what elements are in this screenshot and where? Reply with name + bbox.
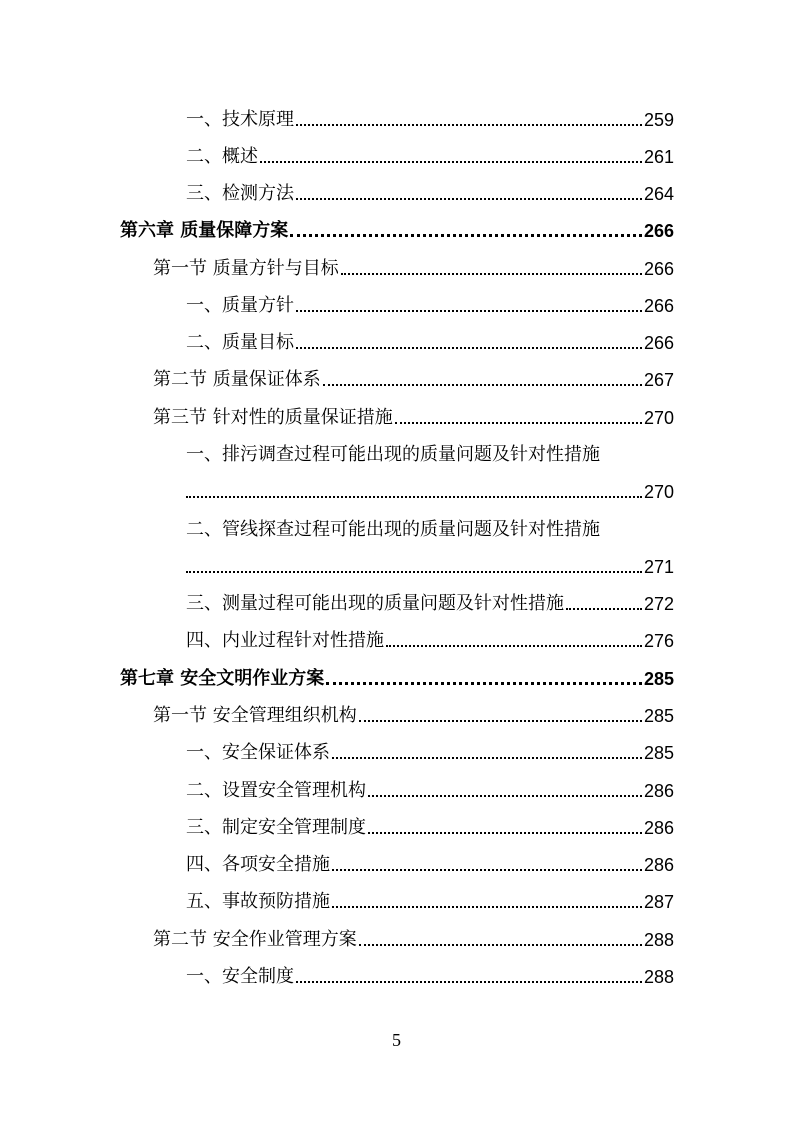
toc-entry-label: 五、事故预防措施	[186, 891, 330, 912]
toc-entry-page: 286	[643, 818, 674, 838]
toc-entry-page: 266	[643, 259, 674, 279]
toc-entry-page: 264	[643, 184, 674, 204]
toc-entry[interactable]	[186, 778, 674, 804]
dot-leader	[323, 384, 642, 386]
dot-leader	[260, 161, 642, 163]
toc-entry-label: 四、各项安全措施	[186, 854, 330, 875]
toc-entry-page: 272	[643, 594, 674, 614]
dot-leader	[296, 981, 642, 983]
toc-entry[interactable]	[186, 964, 674, 990]
dot-leader	[359, 944, 642, 946]
toc-entry-page: 266	[643, 333, 674, 353]
toc-entry-label: 第三节 针对性的质量保证措施	[153, 407, 393, 428]
toc-entry-label: 第二节 质量保证体系	[153, 369, 321, 390]
toc-entry-label: 三、检测方法	[186, 183, 294, 204]
dot-leader	[368, 832, 642, 834]
toc-section-entry[interactable]	[153, 405, 674, 431]
dot-leader	[386, 645, 642, 647]
toc-section-entry[interactable]	[153, 927, 674, 953]
toc-entry-label: 四、内业过程针对性措施	[186, 630, 384, 651]
toc-entry-label: 第六章 质量保障方案	[120, 220, 289, 241]
toc-entry-label: 一、安全保证体系	[186, 742, 330, 763]
toc-chapter-entry[interactable]	[120, 666, 674, 692]
toc-entry-page: 270	[643, 408, 674, 428]
toc-entry-page: 285	[643, 743, 674, 763]
toc-entry-label: 二、概述	[186, 146, 258, 167]
toc-entry-page: 285	[643, 669, 674, 689]
toc-entry-page: 288	[643, 930, 674, 950]
page-number: 5	[392, 1030, 401, 1050]
toc-entry-label: 一、安全制度	[186, 966, 294, 987]
toc-entry-continuation[interactable]	[186, 479, 674, 505]
toc-entry-label: 一、排污调查过程可能出现的质量问题及针对性措施	[186, 444, 600, 465]
toc-entry-continuation[interactable]	[186, 554, 674, 580]
toc-entry-label: 二、管线探查过程可能出现的质量问题及针对性措施	[186, 519, 600, 540]
toc-section-entry[interactable]	[153, 256, 674, 282]
toc-entry[interactable]	[186, 293, 674, 319]
toc-entry-label: 第七章 安全文明作业方案	[120, 668, 325, 689]
toc-entry-page: 266	[643, 296, 674, 316]
toc-entry-page: 285	[643, 706, 674, 726]
dot-leader	[186, 571, 642, 573]
dot-leader	[332, 757, 642, 759]
toc-entry-label: 第二节 安全作业管理方案	[153, 929, 357, 950]
toc-section-entry[interactable]	[153, 367, 674, 393]
toc-entry[interactable]	[186, 740, 674, 766]
toc-entry[interactable]	[186, 815, 674, 841]
dot-leader	[332, 906, 642, 908]
dot-leader	[359, 720, 642, 722]
dot-leader	[296, 347, 642, 349]
dot-leader	[290, 234, 642, 237]
dot-leader	[368, 795, 642, 797]
toc-entry-page: 266	[643, 221, 674, 241]
dot-leader	[296, 124, 642, 126]
toc-entry-page: 259	[643, 110, 674, 130]
dot-leader	[566, 608, 642, 610]
toc-entry-label: 第一节 安全管理组织机构	[153, 705, 357, 726]
toc-entry-page: 287	[643, 892, 674, 912]
toc-entry-page: 288	[643, 967, 674, 987]
dot-leader	[395, 422, 642, 424]
toc-entry[interactable]	[186, 107, 674, 133]
toc-entry[interactable]	[186, 591, 674, 617]
toc-entry-label: 二、质量目标	[186, 332, 294, 353]
toc-entry-label: 一、技术原理	[186, 109, 294, 130]
toc-entry[interactable]	[186, 181, 674, 207]
toc-entry-page: 270	[643, 482, 674, 502]
dot-leader	[341, 273, 642, 275]
toc-entry[interactable]	[186, 852, 674, 878]
dot-leader	[186, 496, 642, 498]
toc-entry-label: 一、质量方针	[186, 295, 294, 316]
toc-entry-label: 第一节 质量方针与目标	[153, 258, 339, 279]
toc-chapter-entry[interactable]	[120, 218, 674, 244]
toc-entry-page: 286	[643, 781, 674, 801]
toc-entry-page: 261	[643, 147, 674, 167]
dot-leader	[326, 682, 642, 685]
toc-entry-page: 271	[643, 557, 674, 577]
toc-entry-label: 三、测量过程可能出现的质量问题及针对性措施	[186, 593, 564, 614]
toc-entry[interactable]	[186, 330, 674, 356]
toc-entry-label: 二、设置安全管理机构	[186, 780, 366, 801]
dot-leader	[296, 310, 642, 312]
toc-entry-page: 286	[643, 855, 674, 875]
toc-section-entry[interactable]	[153, 703, 674, 729]
toc-entry[interactable]	[186, 628, 674, 654]
dot-leader	[332, 869, 642, 871]
toc-entry[interactable]	[186, 889, 674, 915]
toc-entry[interactable]	[186, 442, 674, 468]
toc-entry-label: 三、制定安全管理制度	[186, 817, 366, 838]
toc-entry-page: 267	[643, 370, 674, 390]
toc-entry[interactable]	[186, 144, 674, 170]
toc-entry[interactable]	[186, 517, 674, 543]
toc-entry-page: 276	[643, 631, 674, 651]
dot-leader	[296, 198, 642, 200]
